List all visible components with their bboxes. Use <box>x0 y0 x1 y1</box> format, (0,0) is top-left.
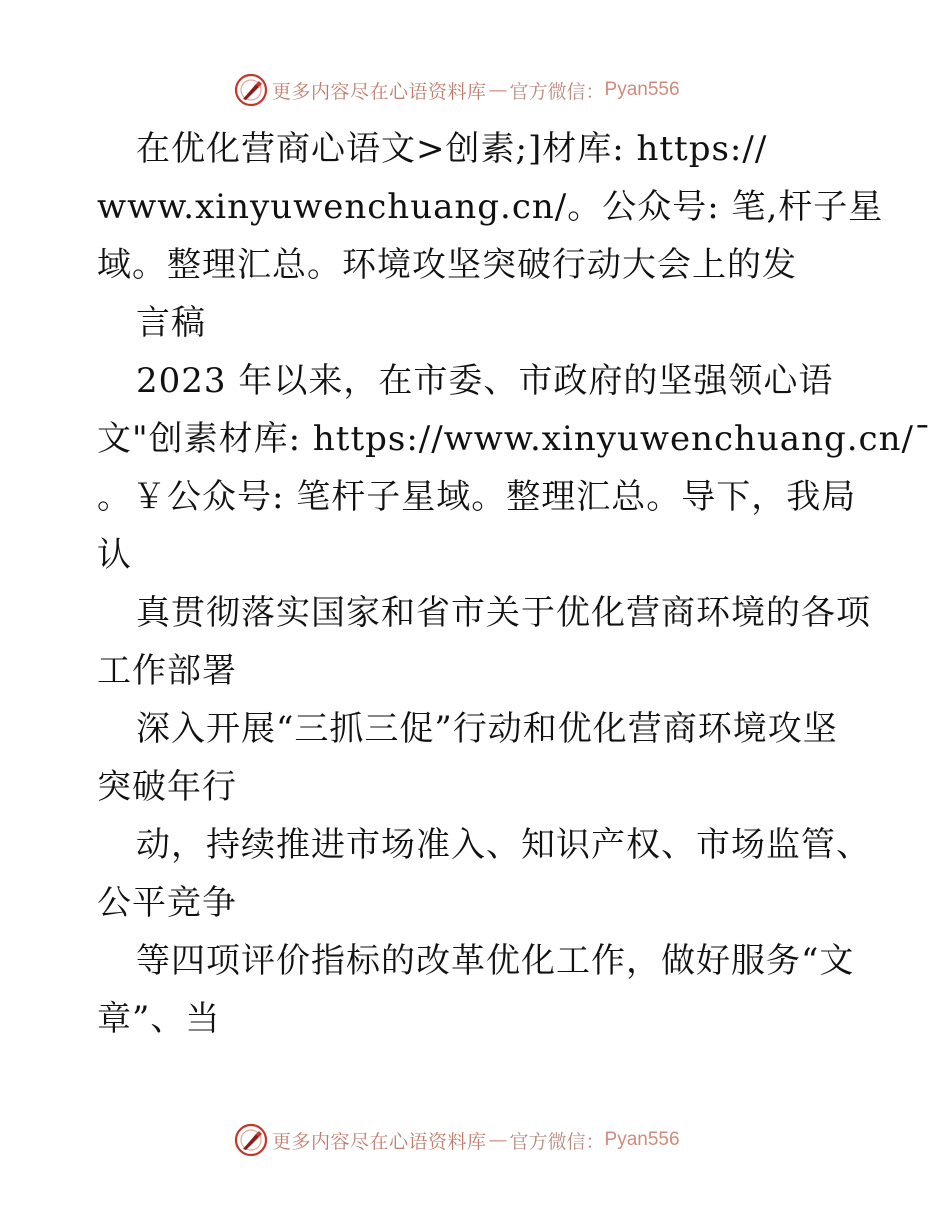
watermark-separator: — <box>488 1129 508 1151</box>
footer-watermark <box>234 1120 680 1160</box>
watermark-separator: — <box>488 79 508 101</box>
header-watermark <box>234 70 680 110</box>
text-line: 认 <box>97 535 132 575</box>
text-line: 章”、当 <box>97 999 221 1039</box>
text-line: 工作部署 <box>97 651 237 691</box>
text-line: 深入开展“三抓三促”行动和优化营商环境攻坚 <box>136 709 838 749</box>
watermark-wechat-id: Pyan556 <box>604 79 680 100</box>
document-body <box>97 120 932 1048</box>
pen-logo-icon <box>234 73 268 107</box>
text-line: 公平竞争 <box>97 883 237 923</box>
watermark-wechat-label: 官方微信： <box>509 80 605 103</box>
text-line: 文"创素材库: https://www.xinyuwenchuang.cn/¯ <box>97 419 932 459</box>
text-line: www.xinyuwenchuang.cn/。公众号: 笔,杆子星 <box>97 187 884 227</box>
watermark-wechat-id: Pyan556 <box>604 1129 680 1150</box>
text-line: 在优化营商心语文>创素;]材库: https:// <box>136 129 768 169</box>
watermark-slogan: 更多内容尽在心语资料库 <box>272 1130 487 1153</box>
text-line: 2023 年以来，在市委、市政府的坚强领心语 <box>136 361 834 401</box>
watermark-slogan: 更多内容尽在心语资料库 <box>272 80 487 103</box>
watermark-wechat-label: 官方微信： <box>509 1130 605 1153</box>
text-line: 等四项评价指标的改革优化工作，做好服务“文 <box>136 941 855 981</box>
pen-logo-icon <box>234 1123 268 1157</box>
text-line: 真贯彻落实国家和省市关于优化营商环境的各项 <box>136 593 871 633</box>
text-line: 。￥公众号: 笔杆子星域。整理汇总。导下，我局 <box>97 477 857 517</box>
text-line: 域。整理汇总。环境攻坚突破行动大会上的发 <box>97 245 797 285</box>
text-line: 动，持续推进市场准入、知识产权、市场监管、 <box>136 825 871 865</box>
text-line: 突破年行 <box>97 767 237 807</box>
text-line: 言稿 <box>136 303 206 343</box>
